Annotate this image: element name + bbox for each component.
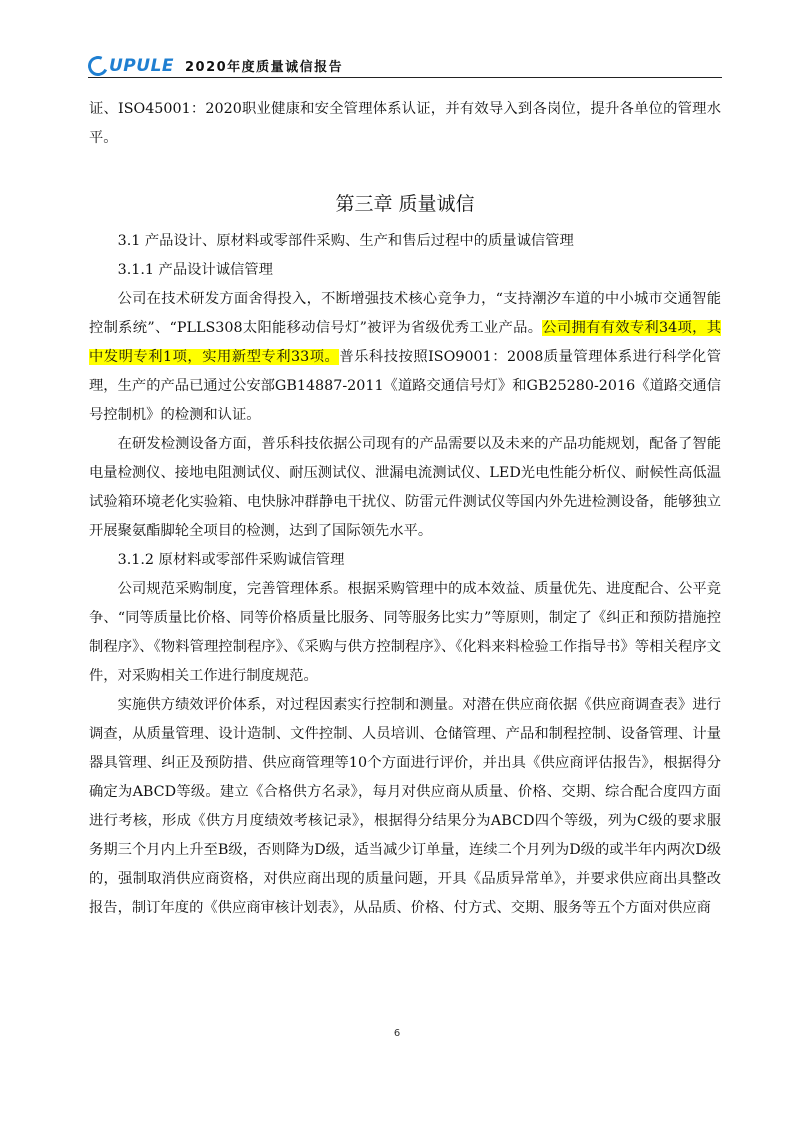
paragraph-procurement: 公司规范采购制度，完善管理体系。根据采购管理中的成本效益、质量优先、进度配合、公平竞争、“同等质量比价格、同等价格质量比服务、同等服务比实力”等原则，制定了《纠正和预防措施控制程序》、《物料管理控制程序》、《采购与供方控制程序》、《化料来料检验工作指导书》等相关程序文件，对采购相关工作进行制度规范。 xyxy=(89,581,721,684)
chapter-title: 第三章 质量诚信 xyxy=(335,193,475,215)
highlighted-text: 公司拥有有效专利34项，其中发明专利1项，实用新型专利33项。 xyxy=(89,320,721,365)
section-heading-3-1-2: 3.1.2 原材料或零部件采购诚信管理 xyxy=(117,552,345,568)
continuation-paragraph: 证、ISO45001：2020职业健康和安全管理体系认证，并有效导入到各岗位，提升各单位的管理水平。 xyxy=(89,101,721,146)
company-logo xyxy=(88,55,174,77)
page-number: 6 xyxy=(393,1028,401,1039)
logo-mark-icon xyxy=(85,53,111,79)
paragraph-supplier-evaluation: 实施供方绩效评价体系，对过程因素实行控制和测量。对潜在供应商依据《供应商调查表》进行调查，从质量管理、设计造制、文件控制、人员培训、仓储管理、产品和制程控制、设备管理、计量器具管理、纠正及预防措、供应商管理等10个方面进行评价，并出具《供应商评估报告》，根据得分确定为ABCD等级。建立《合格供方名录》，每月对供应商从质量、价格、交期、综合配合度四方面进行考核，形成《供方月度绩效考核记录》，根据得分结果分为ABCD四个等级，列为C级的要求服务期三个月内上升至B级，否则降为D级，适当减少订单量，连续二个月列为D级的或半年内两次D级的，强制取消供应商资格，对供应商出现的质量问题，开具《品质异常单》，并要求供应商出具整改报告，制订年度的《供应商审核计划表》，从品质、价格、付方式、交期、服务等五个方面对供应商 xyxy=(89,697,721,916)
section-heading-3-1-1: 3.1.1 产品设计诚信管理 xyxy=(117,262,273,278)
page-content xyxy=(89,95,721,923)
report-title: 2020年度质量诚信报告 xyxy=(185,60,344,75)
section-heading-3-1: 3.1 产品设计、原材料或零部件采购、生产和售后过程中的质量诚信管理 xyxy=(117,233,574,249)
paragraph-text: 普乐科技按照ISO9001：2008质量管理体系进行科学化管理，生产的产品已通过公安部GB14887-2011《道路交通信号灯》和GB25280-2016《道路交通信号控制机》的检测和认证。 xyxy=(89,349,721,423)
paragraph-test-equipment: 在研发检测设备方面，普乐科技依据公司现有的产品需要以及未来的产品功能规划，配备了智能电量检测仪、接地电阻测试仪、耐压测试仪、泄漏电流测试仪、LED光电性能分析仪、耐候性高低温试验箱环境老化实验箱、电快脉冲群静电干扰仪、防雷元件测试仪等国内外先进检测设备，能够独立开展聚氨酯脚轮全项目的检测，达到了国际领先水平。 xyxy=(89,436,721,539)
paragraph-text: 公司在技术研发方面舍得投入，不断增强技术核心竞争力，“支持潮汐车道的中小城市交通智能控制系统”、“PLLS308太阳能移动信号灯”被评为省级优秀工业产品。 xyxy=(89,291,721,336)
logo-text: UPULE xyxy=(109,56,175,76)
paragraph-product-design xyxy=(89,285,721,430)
header-divider xyxy=(88,77,722,78)
page-header xyxy=(88,50,722,80)
